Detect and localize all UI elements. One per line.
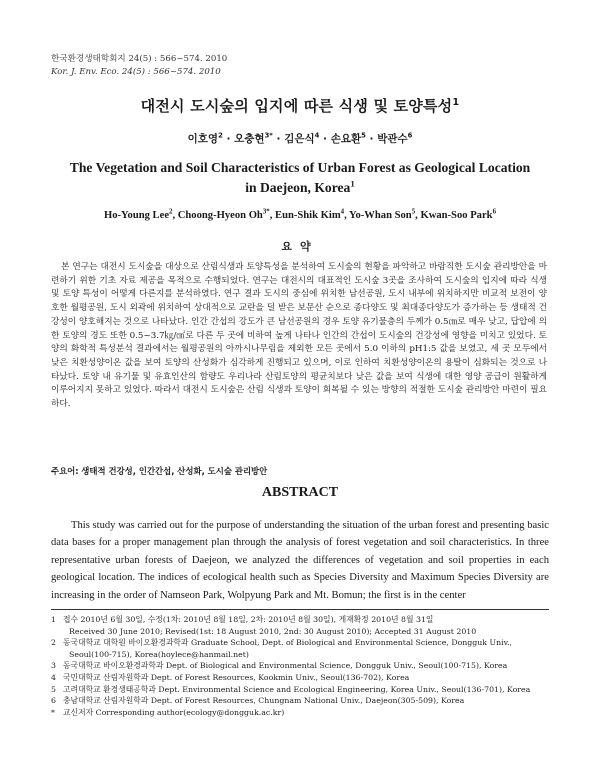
keywords-text: 생태적 건강성, 인간간섭, 산성화, 도시숲 관리방안 <box>81 466 268 476</box>
footnote: 3 동국대학교 바이오환경과학과 Dept. of Biological and Environmental Science, Dongguk Univ., Seoul(100-715), Korea <box>51 661 508 671</box>
author-en: Choong-Hyeon $Oh^{3*}$, <box>177 208 275 221</box>
journal-citation-ko: 한국환경생태학회지 24(5) : 566~574. 2010 <box>51 54 228 64</box>
author-ko: 박관수$^6$ <box>377 131 413 145</box>
journal-citation <box>51 53 227 79</box>
author-en: Yo-Whan Son$^5$, <box>349 208 421 221</box>
footnote: 2 동국대학교 대학원 바이오환경과학과 Graduate School, Dept. of Biological and Environmental Science, Dongguk Univ., Seoul(100-715), Korea(hoylece@hanmail.net) <box>51 638 513 659</box>
author-ko: 오충현$^{3*}$ <box>234 131 273 145</box>
author-ko: 이호영$^2$ <box>187 131 223 145</box>
footnote: 1 접수 2010년 6월 30일, 수정(1차: 2010년 8월 18일, 2차: 2010년 8월 30일), 게재확정 2010년 8월 31일 Received 30 June 2010; Revised(1st: 18 August 2010, 2nd: 30 August 2010); Accepted 31 August 2010 <box>51 615 477 636</box>
abstract-en-heading: ABSTRACT <box>261 485 339 500</box>
abstract-en-body: This study was carried out for the purpose of understanding the situation of the urban forest and presenting basic data bases for a proper management plan through the analysis of forest vegetation and soil characteristics. In three representative urban forests of Daejeon, we analyzed the differences of vegetation and soil properties in each geological location. The indices of ecological health such as Species Diversity and Maximum Species Diversity are increasing in the order of Namseon Park, Wolpyung Park and Mt. Bomun; the first is in the center <box>51 520 549 601</box>
author-ko: 김은식$^4$ <box>284 131 320 145</box>
author-separator: · <box>369 133 374 145</box>
footnote: 4 국민대학교 산림자원학과 Dept. of Forest Resources, Kookmin Univ., Seoul(136-702), Korea <box>51 672 410 682</box>
footnote: 5 고려대학교 환경생태공학과 Dept. Environmental Science and Ecological Engineering, Korea Univ., Seoul(136-701), Korea <box>51 684 531 694</box>
author-en: Eun-Shik Kim$^4$, <box>275 208 349 221</box>
author-list-ko <box>0 131 600 146</box>
keywords-label: 주요어: <box>51 466 79 476</box>
paper-title-en <box>50 158 550 198</box>
footnote-divider <box>51 609 549 610</box>
keywords <box>51 465 267 477</box>
author-en: Ho-Young Lee$^2$, <box>103 208 178 221</box>
footnote: 6 충남대학교 산림자원학과 Dept. of Forest Resources, Chungnam National Univ., Daejeon(305-509), Korea <box>51 696 465 706</box>
paper-title-en-line2: in Daejeon, Korea$^1$ <box>245 178 355 195</box>
author-list-en <box>20 210 580 221</box>
journal-citation-en: Kor. J. Env. Eco. 24(5) : 566~574. 2010 <box>51 67 221 77</box>
paper-title-en-line1: The Vegetation and Soil Characteristics of Urban Forest as Geological Location <box>69 160 531 175</box>
paper-title-ko <box>0 95 600 116</box>
author-en: Kwan-Soo Park$^6$ <box>420 208 496 221</box>
author-separator: · <box>323 133 328 145</box>
footnote: * 교신저자 Corresponding author(ecology@dongguk.ac.kr) <box>51 707 285 717</box>
author-separator: · <box>276 133 281 145</box>
title-footnote-mark: 1 <box>452 97 460 108</box>
paper-title-ko-text: 대전시 도시숲의 입지에 따른 식생 및 토양특성 <box>140 97 453 115</box>
author-ko: 손요환$^5$ <box>330 131 366 145</box>
footnotes <box>51 614 551 718</box>
abstract-ko-body: 본 연구는 대전시 도시숲을 대상으로 산림식생과 토양특성을 분석하여 도시숲의 현황을 파악하고 바람직한 도시숲 관리방안을 마련하기 위한 기초 자료 제공을 목적으로 수행되었다. 연구는 대전시의 대표적인 도시숲 3곳을 조사하여 도시숲의 입지에 따라 식생 및 토양 특성이 어떻게 다른지를 분석하였다. 연구 결과 도시의 중심에 위치한 남선공원, 도시 내부에 위치하지만 비교적 보전이 양호한 월평공원, 도시 외곽에 위치하여 상대적으로 교란을 덜 받은 보문산 순으로 종다양도 및 최대종다양도가 증가하는 등 생태적 건강성이 양호해지는 것으로 나타났다. 인간 간섭의 강도가 큰 남선공원의 경우 토양 유기물층의 두께가 0.5㎝로 매우 낮고, 답압에 의한 토양의 경도 또한 0.5~3.7㎏/㎠로 다른 두 곳에 비하여 높게 나타나 인간의 간섭이 도시숲의 건강성에 영향을 미치고 있었다. 토양의 화학적 특성분석 결과에서는 월평공원의 아까시나무림을 제외한 모든 곳에서 5.0 이하의 pH1:5 값을 보였고, 세 곳 모두에서 낮은 치환성양이온 값을 보여 토양의 산성화가 심각하게 진행되고 있으며, 이로 인하여 치환성양이온의 용탈이 심화되는 것으로 나타났다. 토양 내 유기물 및 유효인산의 함량도 우리나라 산림토양의 평균치보다 낮은 값을 보여 식생에 대한 영양 공급이 원활하게 이루어지지 못하고 있었다. 따라서 대전시 도시숲은 산림 식생과 토양이 회복될 수 있는 방향의 적절한 도시숲 관리방안 마련이 필요하다. <box>51 262 547 410</box>
author-separator: · <box>226 133 231 145</box>
abstract-ko-heading: 요약 <box>281 240 319 253</box>
